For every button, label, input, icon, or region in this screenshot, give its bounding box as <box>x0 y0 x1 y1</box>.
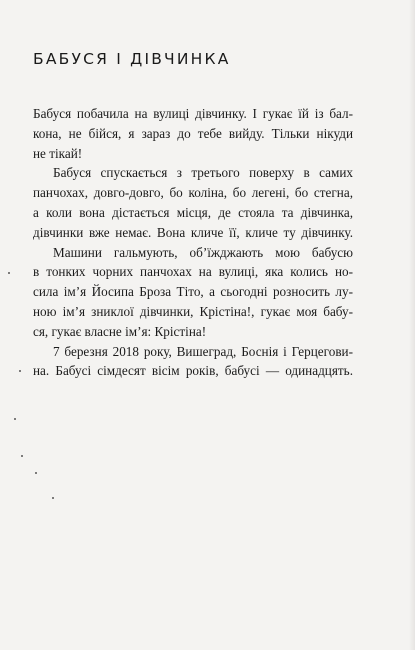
text-line: ною ім’я зниклої дівчинки, Крістіна!, гукає моя бабу- <box>33 303 353 319</box>
scan-speck <box>8 272 10 274</box>
page-edge-shadow <box>409 0 415 650</box>
scan-speck <box>14 418 16 420</box>
scan-speck <box>19 370 21 372</box>
text-line: дівчинки вже немає. Вона кличе її, кличе ту дівчинку. <box>33 224 353 240</box>
text-line: сила ім’я Йосипа Броза Тіто, а сьогодні розносить лу- <box>33 284 353 300</box>
text-line: Бабуся побачила на вулиці дівчинку. І гукає їй із бал- <box>33 106 353 121</box>
text-line: Машини гальмують, об’їжджають мою бабусю <box>53 244 353 260</box>
text-line: ся, гукає власне ім’я: Крістіна! <box>33 323 207 339</box>
text-line: кона, не бійся, я зараз до тебе вийду. Тільки нікуди <box>33 125 353 141</box>
chapter-body <box>33 104 353 381</box>
scan-speck <box>52 497 54 499</box>
chapter-title: БАБУСЯ І ДІВЧИНКА <box>33 50 231 68</box>
text-line: на. Бабусі сімдесят вісім років, бабусі — одинадцять. <box>33 363 353 379</box>
text-line: а коли вона дістається місця, де стояла та дівчинка, <box>33 204 353 220</box>
scan-speck <box>21 455 23 457</box>
text-line: 7 березня 2018 року, Вишеград, Боснія і Герцегови- <box>53 343 353 359</box>
text-line: Бабуся спускається з третього поверху в самих <box>53 165 353 181</box>
scan-speck <box>35 472 37 474</box>
text-line: панчохах, довго-довго, бо коліна, бо легені, бо стегна, <box>33 185 353 201</box>
text-line: не тікай! <box>33 145 83 161</box>
text-line: в тонких чорних панчохах на вулиці, яка колись но- <box>33 264 353 280</box>
